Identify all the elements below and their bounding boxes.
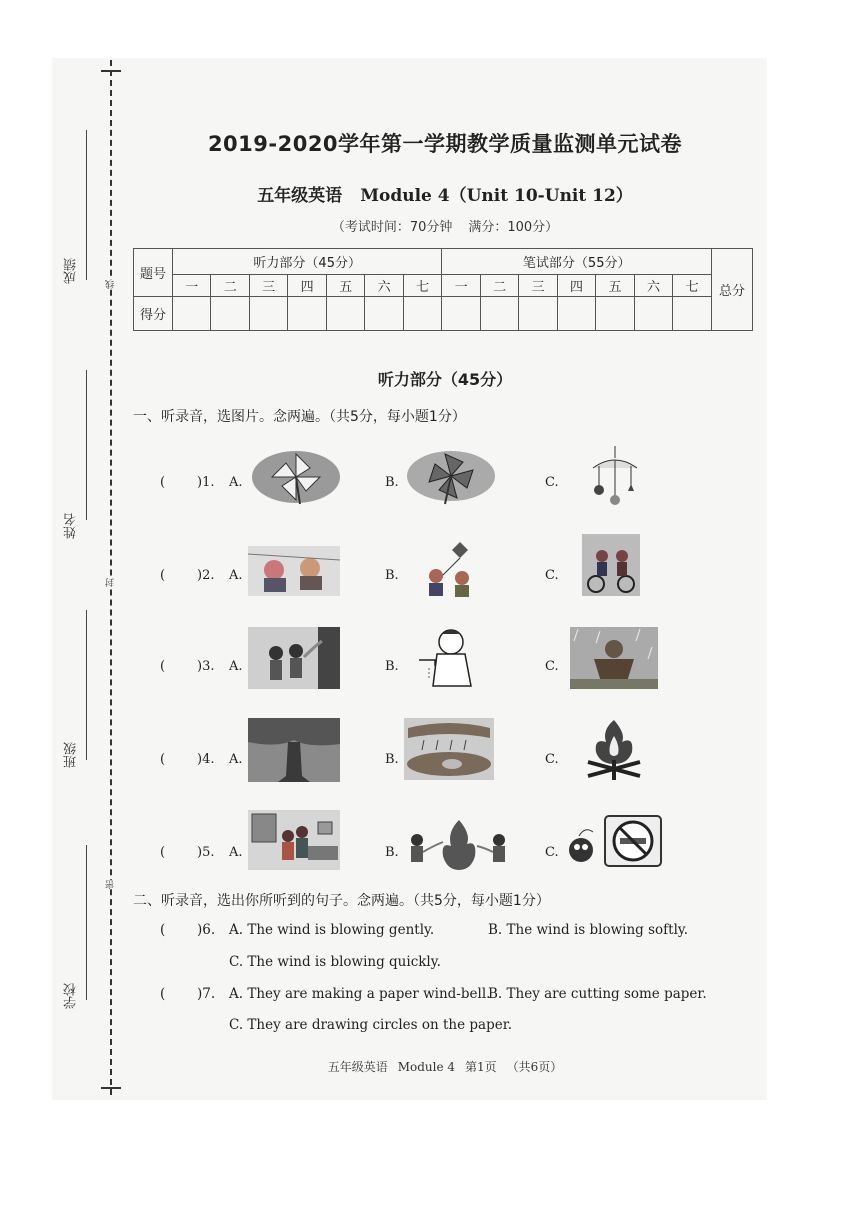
part1-heading: 一、听录音，选图片。念两遍。（共5分，每小题1分）	[133, 409, 466, 425]
q6-option-a: A. The wind is blowing gently.	[229, 922, 435, 938]
score-table	[133, 248, 753, 331]
listening-col: 三	[249, 275, 287, 297]
writing-col: 二	[480, 275, 518, 297]
listening-col: 七	[403, 275, 442, 297]
answer-paren[interactable]: (	[160, 986, 166, 1002]
item-label-cell: 题号	[134, 249, 173, 297]
subtitle-grade: 五年级英语	[257, 186, 343, 206]
writing-col: 六	[634, 275, 672, 297]
score-cell[interactable]	[173, 297, 211, 331]
writing-col: 七	[673, 275, 712, 297]
score-cell[interactable]	[634, 297, 672, 331]
binding-top-mark	[101, 70, 121, 72]
answer-paren[interactable]: (	[160, 475, 166, 490]
writing-col: 三	[519, 275, 557, 297]
q7-option-c: C. They are drawing circles on the paper.	[229, 1017, 512, 1033]
no-smoking-icon[interactable]	[565, 814, 663, 868]
exam-info	[140, 216, 750, 235]
option-b-label: B.	[385, 659, 399, 674]
footer-total: （共6页）	[506, 1060, 563, 1074]
option-c-label: C.	[545, 475, 559, 490]
scarecrow-in-rain-icon[interactable]	[570, 627, 658, 689]
kids-playing-in-wind-icon[interactable]	[248, 546, 340, 596]
score-cell[interactable]	[403, 297, 442, 331]
option-a-label: A.	[229, 568, 243, 583]
page-title: 2019-2020学年第一学期教学质量监测单元试卷	[207, 132, 683, 156]
listening-col: 二	[211, 275, 249, 297]
kids-flying-kite-icon[interactable]	[412, 540, 488, 598]
option-a-label: A.	[229, 752, 243, 767]
school-label: 学校	[64, 983, 79, 1009]
footer-page: 第1页	[465, 1060, 497, 1074]
score-cell[interactable]	[519, 297, 557, 331]
option-b-label: B.	[385, 568, 399, 583]
option-a-label: A.	[229, 475, 243, 490]
score-cell[interactable]	[288, 297, 326, 331]
class-label: 班级	[64, 742, 79, 768]
score-cell[interactable]	[480, 297, 518, 331]
writing-col: 一	[442, 275, 480, 297]
school-line	[86, 845, 87, 1000]
score-cell[interactable]	[596, 297, 634, 331]
writing-col: 五	[596, 275, 634, 297]
campfire-icon[interactable]	[582, 716, 646, 782]
option-c-label: C.	[545, 845, 559, 860]
answer-paren[interactable]: (	[160, 659, 166, 674]
answer-paren[interactable]: (	[160, 922, 166, 938]
listening-header: 听力部分（45分）	[173, 249, 442, 275]
score-cell[interactable]	[365, 297, 403, 331]
pinwheel-icon[interactable]	[405, 448, 497, 506]
listening-col: 五	[326, 275, 364, 297]
class-line	[86, 610, 87, 760]
seal-xian: 线	[106, 280, 116, 289]
score-cell[interactable]	[673, 297, 712, 331]
option-a-label: A.	[229, 659, 243, 674]
answer-paren[interactable]: (	[160, 845, 166, 860]
seal-feng: 封	[106, 578, 116, 587]
score-cell[interactable]	[249, 297, 287, 331]
rain-cloud-icon[interactable]	[404, 718, 494, 780]
family-escape-icon[interactable]	[248, 810, 340, 870]
writing-col: 四	[557, 275, 595, 297]
listening-section-title: 听力部分（45分）	[377, 370, 513, 389]
option-b-label: B.	[385, 752, 399, 767]
option-a-label: A.	[229, 845, 243, 860]
boy-washing-hands-icon[interactable]	[415, 624, 487, 692]
question-number: )5.	[197, 845, 215, 860]
exam-full-score: 满分：100分）	[468, 220, 559, 235]
question-number: )2.	[197, 568, 215, 583]
option-b-label: B.	[385, 475, 399, 490]
q6-option-b: B. The wind is blowing softly.	[488, 922, 689, 938]
question-number: )4.	[197, 752, 215, 767]
question-number: )6.	[197, 922, 216, 938]
option-c-label: C.	[545, 659, 559, 674]
wind-chime-icon[interactable]	[585, 444, 645, 508]
question-number: )1.	[197, 475, 215, 490]
firefighters-icon[interactable]	[248, 627, 340, 689]
option-c-label: C.	[545, 568, 559, 583]
question-number: )7.	[197, 986, 216, 1002]
answer-paren[interactable]: (	[160, 568, 166, 583]
page-footer	[140, 1058, 750, 1075]
q7-option-b: B. They are cutting some paper.	[488, 986, 707, 1002]
score-label: 成绩	[64, 258, 79, 284]
option-c-label: C.	[545, 752, 559, 767]
tree-icon[interactable]	[248, 718, 340, 782]
total-label: 总分	[712, 249, 753, 331]
score-cell[interactable]	[442, 297, 480, 331]
pinwheel-icon[interactable]	[250, 448, 342, 506]
footer-module: Module 4	[397, 1060, 456, 1074]
subtitle	[140, 181, 750, 206]
score-cell[interactable]	[557, 297, 595, 331]
answer-paren[interactable]: (	[160, 752, 166, 767]
subtitle-module: Module 4（Unit 10-Unit 12）	[360, 186, 633, 206]
binding-bottom-mark	[101, 1087, 121, 1089]
footer-grade: 五年级英语	[327, 1060, 388, 1074]
writing-header: 笔试部分（55分）	[442, 249, 712, 275]
listening-col: 四	[288, 275, 326, 297]
seal-mi: 密	[106, 880, 116, 889]
name-line	[86, 370, 87, 520]
option-b-label: B.	[385, 845, 399, 860]
kids-on-bikes-icon[interactable]	[582, 534, 640, 596]
score-cell[interactable]	[211, 297, 249, 331]
exam-time: （考试时间：70分钟	[331, 220, 453, 235]
name-label: 姓名	[64, 513, 79, 539]
q6-option-c: C. The wind is blowing quickly.	[229, 954, 441, 970]
score-cell[interactable]	[326, 297, 364, 331]
score-line	[86, 130, 87, 280]
listening-col: 一	[173, 275, 211, 297]
part2-heading: 二、听录音，选出你所听到的句子。念两遍。（共5分，每小题1分）	[133, 893, 550, 909]
q7-option-a: A. They are making a paper wind-bell.	[229, 986, 491, 1002]
question-number: )3.	[197, 659, 215, 674]
firefighters-fire-icon[interactable]	[403, 816, 515, 874]
listening-col: 六	[365, 275, 403, 297]
score-label-cell: 得分	[134, 297, 173, 331]
